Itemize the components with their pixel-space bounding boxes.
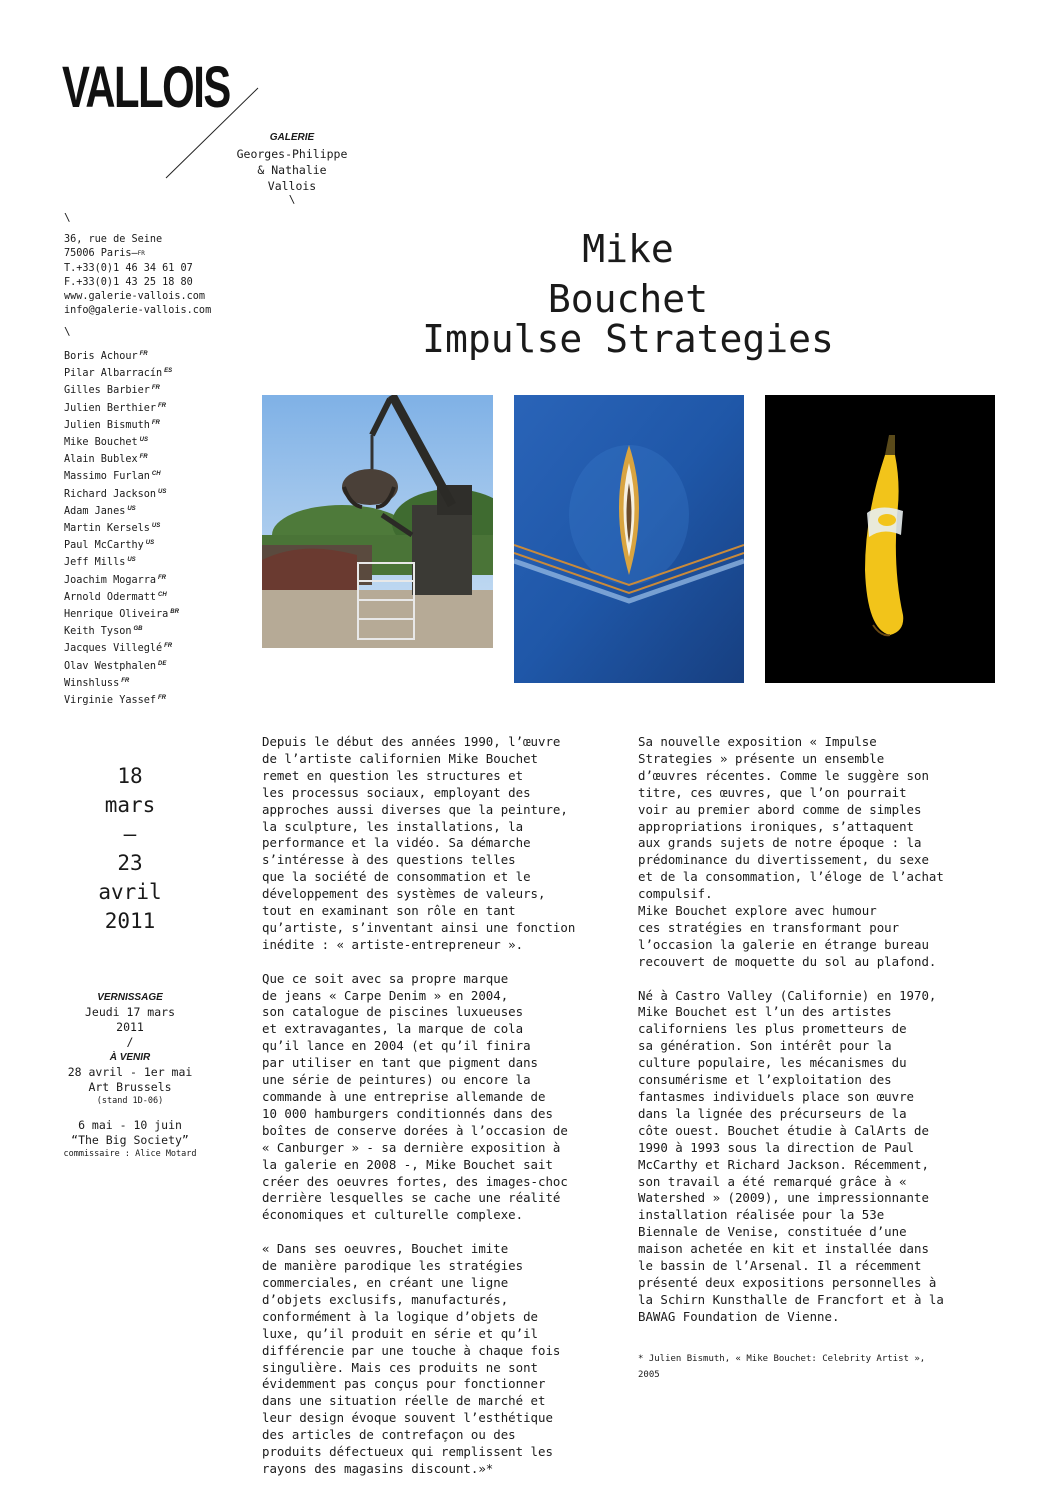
text-line: dans une situation réelle de marché et [262,1393,546,1409]
text-line: 1990 à 1993 sous la direction de Paul [638,1139,915,1155]
artist-country: FR [151,419,160,426]
date-separator: — [123,822,137,846]
text-line: singulière. Mais ces produits ne sont [262,1359,539,1375]
artist-country: CH [158,591,167,598]
text-line: leur design évoque souvent l’esthétique [262,1410,553,1426]
artist-list-item[interactable] [64,450,179,467]
a-venir-label: À VENIR [109,1052,151,1063]
artist-list-item[interactable] [64,657,179,674]
artist-list-item[interactable] [64,553,179,570]
diagonal-divider-line [0,0,1058,200]
paragraph-works [262,971,575,1225]
text-line: par utiliser en tant que pigment dans [262,1055,539,1071]
text-line: culture populaire, les mécanismes du [638,1055,907,1071]
text-line: son travail a été remarqué grâce à « [638,1173,907,1189]
text-line: Que ce soit avec sa propre marque [262,970,509,986]
text-line: luxe, qu’il produit en série et qu’il [262,1325,539,1341]
contact-block [64,233,211,319]
artist-country: US [127,505,136,512]
artist-list-item[interactable] [64,639,179,656]
text-line: inédite : « artiste-entrepreneur ». [262,936,524,952]
artist-name: Alain Bublex [64,454,138,466]
contact-city: 75006 Paris [64,248,132,260]
artist-name: Mike Bouchet [64,437,138,449]
artist-name: Joachim Mogarra [64,574,157,586]
artist-list-item[interactable] [64,622,179,639]
artist-name: Adam Janes [64,505,126,517]
text-line: aux grands sujets de notre époque : la [638,835,922,851]
artist-name: Gilles Barbier [64,385,150,397]
contact-email-link[interactable]: info@galerie-vallois.com [64,305,212,317]
text-line: de l’artiste californien Mike Bouchet [262,750,539,766]
text-line: fantasmes individuels place son œuvre [638,1089,915,1105]
text-line: et de la consommation, l’éloge de l’achat [638,869,944,885]
fair-name: Art Brussels [88,1080,172,1094]
show-title: “The Big Society” [71,1133,189,1147]
artist-list-item[interactable] [64,467,179,484]
artist-list-item[interactable] [64,433,179,450]
text-line: produits défectueux qui remplissent les [262,1444,553,1460]
artist-list-item[interactable] [64,571,179,588]
start-month: mars [104,793,156,817]
text-line: économiques et culturelle complexe. [262,1207,524,1223]
artist-name: Olav Westphalen [64,660,157,672]
artist-last-name: Bouchet [547,277,709,321]
gallery-logo: VALLOIS [62,55,230,120]
artist-country: FR [139,454,148,461]
contact-city-line: 75006 Paris—FR [64,248,145,260]
galerie-name-block [222,130,362,206]
text-line: installation réalisée pour la 53e [638,1207,885,1223]
artist-name: Virginie Yassef [64,695,157,707]
galerie-name-line-3: Vallois [267,179,317,193]
artist-country: US [145,540,155,547]
text-line: de manière parodique les stratégies [262,1258,524,1274]
artist-country: US [139,437,148,444]
paragraph-intro [262,734,575,954]
text-line: ces stratégies en transformant pour [638,919,900,935]
text-line: développement des systèmes de valeurs, [262,886,546,902]
text-line: recouvert de moquette du sol au plafond. [638,953,937,969]
artist-list-item[interactable] [64,485,179,502]
text-line: McCarthy et Richard Jackson. Récemment, [638,1156,929,1172]
text-line: titre, ces œuvres, que l’on pourrait [638,784,907,800]
show-curator: commissaire : Alice Motard [63,1149,197,1159]
galerie-name-line-2: & Nathalie [257,163,327,177]
exhibition-title-block [340,224,916,361]
artist-name: Jeff Mills [64,557,126,569]
text-line: conformément à la logique d’objets de [262,1308,539,1324]
fair-stand: (stand 1D-06) [96,1096,164,1106]
text-line: l’occasion la galerie en étrange bureau [638,936,929,952]
artist-list-item[interactable] [64,364,179,381]
artist-list-item[interactable] [64,674,179,691]
artist-name: Keith Tyson [64,626,132,638]
year: 2011 [104,909,156,933]
text-line: côte ouest. Bouchet étudie à CalArts de [638,1122,929,1138]
text-line: différencie par une touche à chaque fois [262,1342,561,1358]
contact-city-tag: FR [137,250,145,258]
artist-country: US [151,523,161,530]
text-line: que la société de consommation et le [262,869,531,885]
text-line: la galerie en 2008 -, Mike Bouchet sait [262,1156,553,1172]
artist-name: Paul McCarthy [64,540,144,552]
text-line: le bassin de l’Arsenal. Il a récemment [638,1258,922,1274]
artist-list-item[interactable] [64,502,179,519]
artist-list [64,347,179,708]
end-month: avril [98,880,162,904]
artist-country: FR [164,643,173,650]
text-line: évidemment pas conçus pour fonctionner [262,1376,546,1392]
artwork-photo-banana [765,395,995,683]
exhibition-title: Impulse Strategies [422,317,834,361]
artist-name: Jacques Villeglé [64,643,163,655]
galerie-label: GALERIE [269,132,315,143]
artist-country: FR [151,385,160,392]
text-line: remet en question les structures et [262,767,524,783]
paragraph-quote [262,1241,575,1478]
text-line: Mike Bouchet explore avec humour [638,903,877,919]
artist-name: Martin Kersels [64,523,150,535]
text-line: d’objets exclusifs, manufacturés, [262,1291,509,1307]
text-line: les processus sociaux, employant des [262,784,531,800]
text-line: consumérisme et l’exploitation des [638,1072,892,1088]
text-line: 10 000 hamburgers conditionnés dans des [262,1105,553,1121]
text-line: « Canburger » - sa dernière exposition à [262,1139,561,1155]
text-line: s’intéresse à des questions telles [262,852,516,868]
artist-country: FR [139,351,148,357]
artist-name: Richard Jackson [64,488,157,500]
artist-list-item[interactable] [64,519,179,536]
text-line: qu’artiste, s’inventant ainsi une fonction [262,919,576,935]
text-line: la Schirn Kunsthalle de Francfort et à la [638,1291,944,1307]
text-line: et extravagantes, la marque de cola [262,1021,524,1037]
artist-country: FR [121,677,130,684]
text-line: Depuis le début des années 1990, l’œuvre [262,734,561,749]
text-line: d’œuvres récentes. Comme le suggère son [638,767,929,783]
contact-backslash-top: \ [64,211,71,224]
show-dates: 6 mai - 10 juin [78,1118,182,1132]
events-block [50,990,210,1160]
vernissage-label: VERNISSAGE [97,992,163,1003]
footnote [638,1351,944,1383]
artist-list-item[interactable] [64,605,179,622]
text-line: BAWAG Foundation de Vienne. [638,1308,840,1324]
artist-list-item[interactable] [64,536,179,553]
artist-list-item[interactable] [64,381,179,398]
text-line: Mike Bouchet est l’un des artistes [638,1004,892,1020]
text-line: présenté deux expositions personnelles à [638,1274,937,1290]
text-line: rayons des magasins discount.»* [262,1460,494,1476]
artist-list-item[interactable] [64,416,179,433]
artist-name: Henrique Oliveira [64,609,169,621]
text-line: * Julien Bismuth, « Mike Bouchet: Celebrity Artist », [638,1353,926,1364]
fair-dates: 28 avril - 1er mai [67,1065,193,1079]
text-line: « Dans ses oeuvres, Bouchet imite [262,1241,509,1257]
artist-name: Julien Bismuth [64,419,150,431]
text-line: Sa nouvelle exposition « Impulse [638,734,877,749]
artist-name: Julien Berthier [64,402,157,414]
artist-name: Massimo Furlan [64,471,150,483]
text-line: compulsif. [638,886,713,902]
text-line: voir au premier abord comme de simples [638,801,922,817]
galerie-backslash: \ [288,193,296,206]
text-line: une série de peintures) ou encore la [262,1072,531,1088]
artist-list-item[interactable] [64,399,179,416]
contact-fax: F.+33(0)1 43 25 18 80 [64,276,193,288]
text-line: Né à Castro Valley (Californie) en 1970, [638,987,937,1003]
artist-country: FR [158,574,167,581]
artist-country: GB [133,626,143,633]
galerie-name-line-1: Georges-Philippe [236,147,348,161]
artist-country: FR [158,402,167,409]
end-day: 23 [117,851,143,875]
text-line: commerciales, en créant une ligne [262,1274,509,1290]
text-line: boîtes de conserve dorées à l’occasion de [262,1122,568,1138]
artist-country: BR [170,609,179,616]
text-line: qu’il lance en 2004 (et qu’il finira [262,1038,531,1054]
artist-country: US [127,557,136,564]
text-line: tout en examinant son rôle en tant [262,903,516,919]
text-column-right [638,734,944,1383]
text-line: derrière lesquelles se cache une réalité [262,1190,561,1206]
artist-country: CH [151,471,161,478]
text-line: prédominance du divertissement, du sexe [638,852,929,868]
text-line: Biennale de Venise, constituée d’une [638,1224,907,1240]
artist-name: Arnold Odermatt [64,591,157,603]
artist-country: FR [158,695,167,702]
text-line: sa génération. Son intérêt pour la [638,1038,892,1054]
artist-name: Winshluss [64,677,120,689]
exhibition-dates [60,762,200,936]
artwork-photo-denim [514,395,744,683]
events-separator: / [126,1035,134,1049]
paragraph-biography [638,988,944,1326]
vernissage-date: Jeudi 17 mars [84,1005,175,1019]
artist-name: Boris Achour [64,351,138,362]
text-line: de jeans « Carpe Denim » en 2004, [262,987,509,1003]
text-line: son catalogue de piscines luxueuses [262,1004,524,1020]
text-line: créer des oeuvres fortes, des images-choc [262,1173,568,1189]
text-line: Watershed » (2009), une impressionnante [638,1190,929,1206]
contact-backslash-bottom: \ [64,325,71,338]
text-line: des articles de contrefaçon ou des [262,1427,516,1443]
text-line: Strategies » présente un ensemble [638,750,885,766]
artist-name: Pilar Albarracín [64,368,163,380]
artist-country: DE [158,660,167,667]
text-line: la sculpture, les installations, la [262,818,524,834]
text-line: performance et la vidéo. Sa démarche [262,835,531,851]
paragraph-exhibition [638,734,944,971]
text-line: approches aussi diverses que la peinture, [262,801,568,817]
artist-first-name: Mike [582,227,674,271]
text-line: californiens les plus prometteurs de [638,1021,907,1037]
artist-country: ES [164,368,173,375]
text-column-left [262,734,575,1478]
artist-list-item[interactable] [64,347,179,364]
artist-country: US [158,488,167,495]
text-line: 2005 [638,1369,660,1380]
text-line: dans la lignée des précurseurs de la [638,1105,907,1121]
artwork-photo-crane [262,395,493,648]
contact-street: 36, rue de Seine [64,234,163,245]
text-line: commande à une entreprise allemande de [262,1089,546,1105]
text-line: appropriations ironiques, s’attaquent [638,818,915,834]
start-day: 18 [117,764,143,788]
contact-website-link[interactable]: www.galerie-vallois.com [64,291,206,303]
text-line: maison achetée en kit et installée dans [638,1241,929,1257]
vernissage-year: 2011 [116,1020,144,1034]
artist-list-item[interactable] [64,691,179,708]
contact-phone: T.+33(0)1 46 34 61 07 [64,262,193,274]
artist-list-item[interactable] [64,588,179,605]
